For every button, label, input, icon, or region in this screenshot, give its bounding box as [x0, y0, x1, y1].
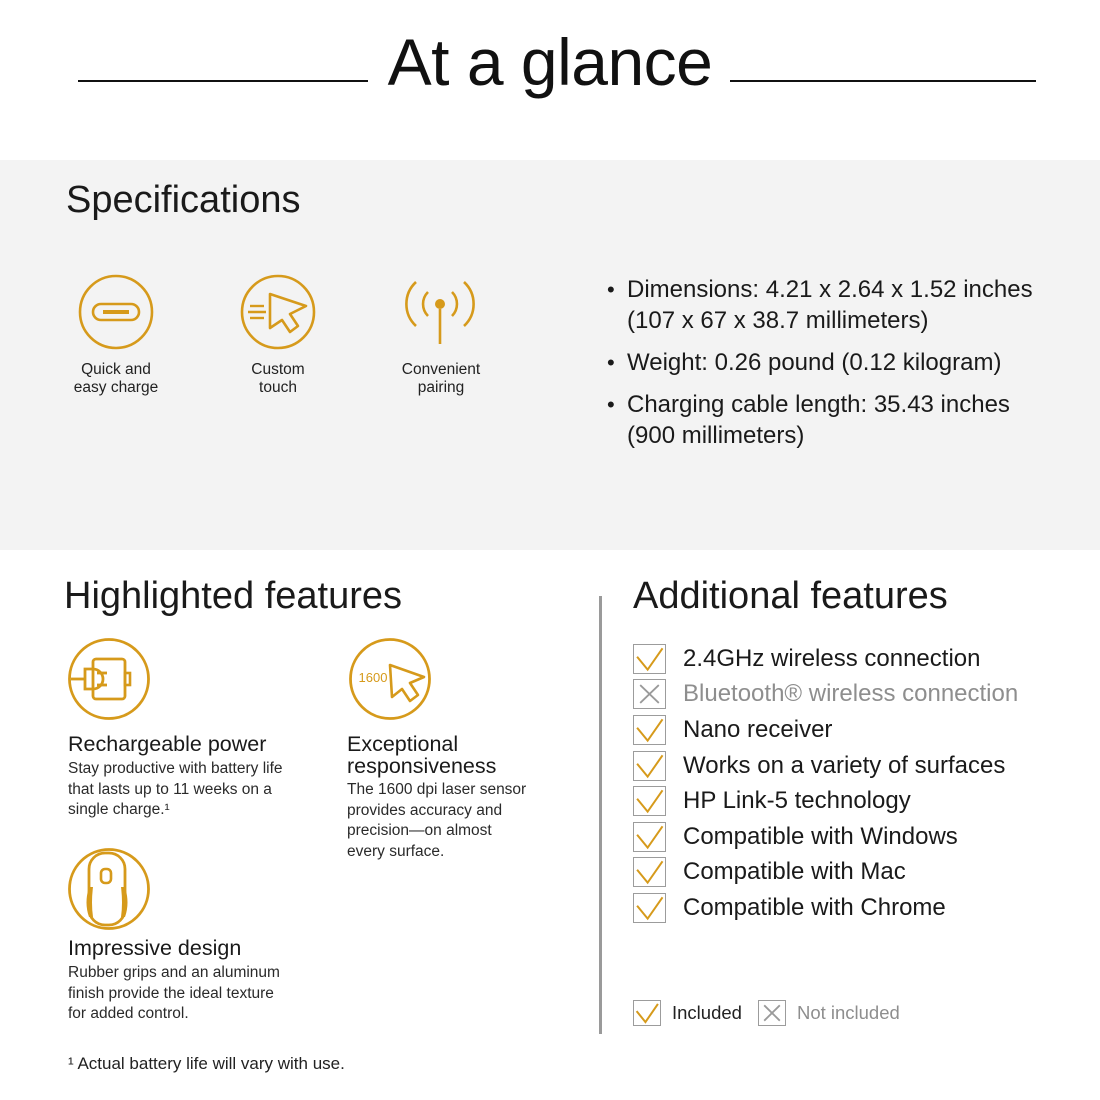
additional-features-title: Additional features — [633, 575, 948, 617]
wireless-pairing-icon — [402, 272, 478, 348]
rechargeable-battery-icon — [67, 637, 151, 721]
spec-item-cable-length: • Charging cable length: 35.43 inches (900 millimeters) — [607, 389, 1077, 451]
feature-label: 2.4GHz wireless connection — [683, 644, 981, 672]
spec-caption-touch: Custom touch — [251, 361, 305, 396]
check-icon — [633, 786, 666, 816]
feature-label: Bluetooth® wireless connection — [683, 680, 1019, 708]
feature-row — [633, 677, 1018, 713]
legend-not-included-label: Not included — [796, 1002, 900, 1023]
feature-label: HP Link-5 technology — [683, 787, 911, 815]
page-title: At a glance — [387, 25, 713, 99]
feature-heading-power: Rechargeable power — [68, 732, 267, 756]
feature-row — [633, 712, 1018, 748]
spec-caption-pairing: Convenient pairing — [401, 361, 481, 396]
custom-touch-icon — [240, 274, 316, 350]
check-icon — [633, 751, 666, 781]
spec-item-dimensions: • Dimensions: 4.21 x 2.64 x 1.52 inches (107 x 67 x 38.7 millimeters) — [607, 274, 1077, 336]
legend-included-label: Included — [672, 1002, 742, 1023]
feature-heading-design: Impressive design — [68, 936, 242, 960]
feature-label: Compatible with Mac — [683, 858, 906, 886]
footnote: ¹ Actual battery life will vary with use. — [68, 1054, 345, 1073]
feature-row — [633, 819, 1018, 855]
feature-row — [633, 890, 1018, 926]
header-rule-right — [730, 80, 1036, 82]
legend-cross-icon — [758, 1000, 786, 1026]
highlighted-features-title: Highlighted features — [64, 575, 402, 617]
feature-label: Works on a variety of surfaces — [683, 751, 1006, 779]
dpi-sensor-icon — [348, 637, 432, 721]
spec-caption-charge: Quick and easy charge — [73, 361, 159, 396]
specifications-title: Specifications — [66, 179, 301, 221]
feature-row — [633, 641, 1018, 677]
feature-row — [633, 783, 1018, 819]
feature-desc-power: Stay productive with battery life that lasts up to 11 weeks on a single charge.¹ — [68, 760, 283, 818]
feature-heading-responsiveness: Exceptional responsiveness — [347, 732, 497, 778]
feature-label: Compatible with Chrome — [683, 893, 946, 921]
feature-desc-responsiveness: The 1600 dpi laser sensor provides accuracy and precision—on almost every surface. — [347, 781, 527, 860]
column-divider — [599, 596, 602, 1034]
check-icon — [633, 893, 666, 923]
specifications-list — [607, 274, 1077, 462]
check-icon — [633, 857, 666, 887]
feature-label: Nano receiver — [683, 715, 833, 743]
dpi-sensor-icon-text: 1600 — [358, 670, 388, 685]
header-rule-left — [78, 80, 368, 82]
check-icon — [633, 644, 666, 674]
spec-item-weight: • Weight: 0.26 pound (0.12 kilogram) — [607, 347, 1077, 378]
additional-features-list — [633, 641, 1018, 926]
cross-icon — [633, 679, 666, 709]
check-icon — [633, 822, 666, 852]
feature-row — [633, 855, 1018, 891]
check-icon — [633, 715, 666, 745]
feature-label: Compatible with Windows — [683, 822, 958, 850]
mouse-design-icon — [67, 847, 151, 931]
charge-port-icon — [78, 274, 154, 350]
feature-desc-design: Rubber grips and an aluminum finish provide the ideal texture for added control. — [68, 964, 280, 1022]
legend-check-icon — [633, 1000, 661, 1026]
legend — [633, 1000, 900, 1026]
feature-row — [633, 748, 1018, 784]
